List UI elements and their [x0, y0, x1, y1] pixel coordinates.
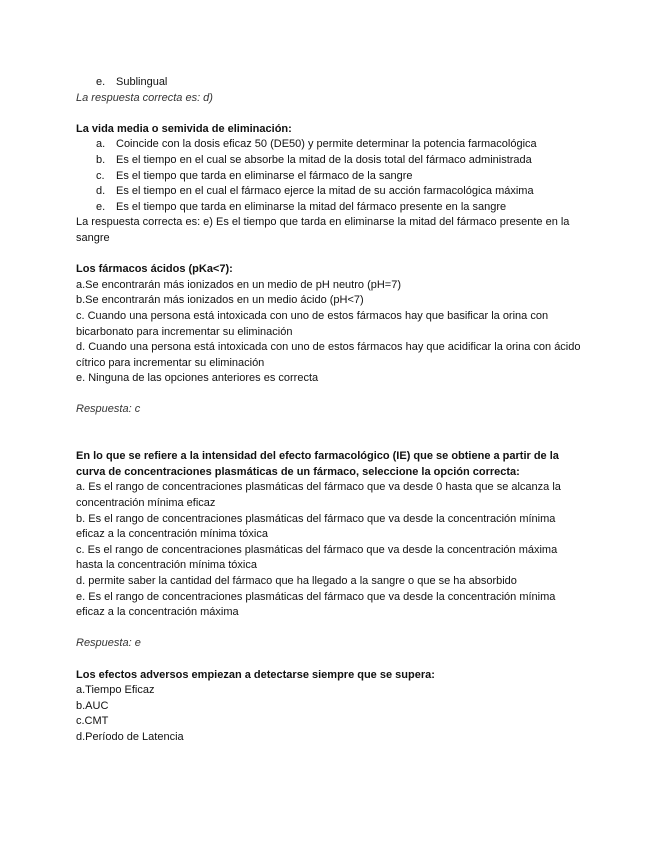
option-text: Es el tiempo que tarda en eliminarse el fármaco de la sangre: [116, 169, 413, 182]
q1-option-e: [76, 200, 586, 216]
option-text: Sublingual: [116, 76, 168, 88]
prev-option-e: [76, 75, 586, 91]
q3-title: En lo que se refiere a la intensidad del efecto farmacológico (IE) que se obtiene a partir de la curva de concentraciones plasmáticas de un fármaco, seleccione la opción correcta:: [76, 450, 559, 478]
q2-option-b: b.Se encontrarán más ionizados en un medio ácido (pH<7): [76, 294, 364, 307]
q1-option-c: [76, 169, 586, 185]
q4-option-a: a.Tiempo Eficaz: [76, 684, 155, 697]
option-text: Es el tiempo que tarda en eliminarse la mitad del fármaco presente en la sangre: [116, 200, 507, 213]
q1-answer: La respuesta correcta es: e) Es el tiempo que tarda en eliminarse la mitad del fármaco presente en la sangre: [76, 216, 570, 244]
q4-option-d: d.Período de Latencia: [76, 730, 184, 743]
option-letter: e.: [96, 200, 106, 213]
q2-option-e: e. Ninguna de las opciones anteriores es correcta: [76, 372, 319, 385]
option-letter: e.: [96, 76, 106, 88]
q3-option-b: b. Es el rango de concentraciones plasmáticas del fármaco que va desde la concentración mínima eficaz a la concentración mínima tóxica: [76, 512, 556, 541]
q1-option-a: [76, 137, 586, 153]
option-text: Es el tiempo en el cual se absorbe la mitad de la dosis total del fármaco administrada: [116, 153, 532, 166]
q4-option-c: c.CMT: [76, 715, 109, 728]
q3-option-c: c. Es el rango de concentraciones plasmáticas del fármaco que va desde la concentración máxima hasta la concentración mínima tóxica: [76, 543, 558, 572]
q2-option-a: a.Se encontrarán más ionizados en un medio de pH neutro (pH=7): [76, 278, 401, 291]
document-page: [76, 75, 586, 746]
q3-option-d: d. permite saber la cantidad del fármaco que ha llegado a la sangre o que se ha absorbido: [76, 575, 517, 587]
option-letter: b.: [96, 153, 106, 166]
q1-option-b: [76, 153, 586, 169]
q2-answer: Respuesta: c: [76, 403, 141, 416]
option-text: Coincide con la dosis eficaz 50 (DE50) y permite determinar la potencia farmacológica: [116, 138, 537, 151]
q3-option-a: a. Es el rango de concentraciones plasmáticas del fármaco que va desde 0 hasta que se alcanza la concentración mínima eficaz: [76, 481, 561, 510]
q4-option-b: b.AUC: [76, 699, 109, 712]
option-letter: d.: [96, 185, 106, 198]
q2-title: Los fármacos ácidos (pKa<7):: [76, 263, 233, 276]
prev-answer: La respuesta correcta es: d): [76, 91, 213, 104]
q1-title: La vida media o semivida de eliminación:: [76, 122, 292, 135]
option-letter: a.: [96, 138, 106, 151]
q2-option-c: c. Cuando una persona está intoxicada con uno de estos fármacos hay que basificar la orina con bicarbonato para incrementar su eliminación: [76, 309, 549, 338]
q3-answer: Respuesta: e: [76, 637, 141, 650]
q1-option-d: [76, 184, 586, 200]
option-letter: c.: [96, 169, 105, 182]
q4-title: Los efectos adversos empiezan a detectarse siempre que se supera:: [76, 668, 435, 681]
q3-option-e: e. Es el rango de concentraciones plasmáticas del fármaco que va desde la concentración mínima eficaz a la concentración máxima: [76, 590, 556, 619]
q2-option-d: d. Cuando una persona está intoxicada con uno de estos fármacos hay que acidificar la orina con ácido cítrico para incrementar su eliminación: [76, 341, 581, 369]
option-text: Es el tiempo en el cual el fármaco ejerce la mitad de su acción farmacológica máxima: [116, 185, 534, 198]
